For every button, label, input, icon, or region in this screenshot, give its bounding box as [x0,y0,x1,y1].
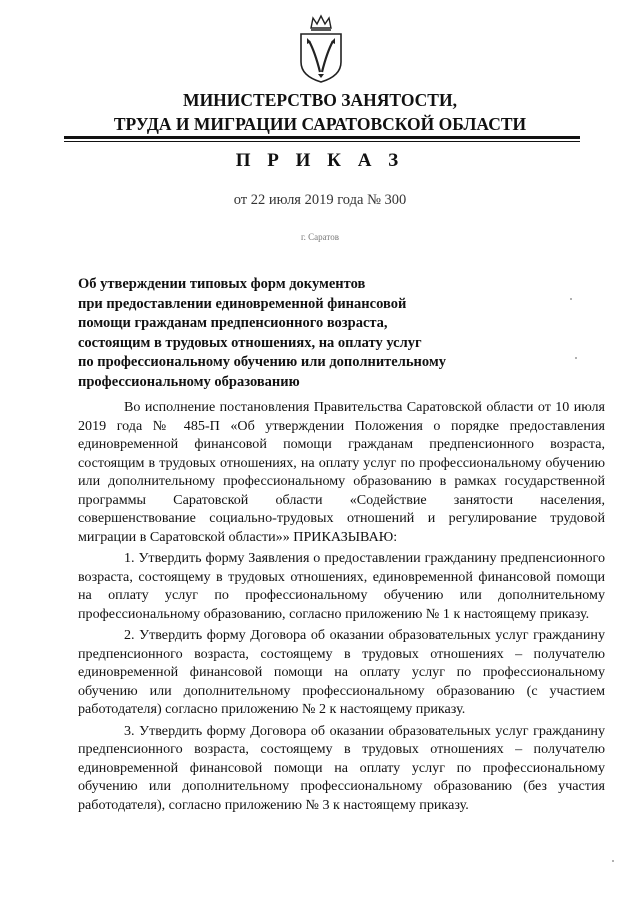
subject-line: помощи гражданам предпенсионного возраста, [78,315,388,331]
header-rule-thin [64,141,580,142]
order-body [78,398,605,817]
order-title: П Р И К А З [235,150,405,171]
subject-line: Об утверждении типовых форм документов [78,276,366,292]
clause-3-paragraph: 3. Утвердить форму Договора об оказании образовательных услуг гражданину предпенсионного возраста, состоящему в трудовых отношениях – получателю единовременной финансовой помощи на оплату услуг по профессиональному обучению или дополнительному профессиональному образованию (без участия работодателя), согласно приложению № 3 к настоящему приказу. [78,722,605,813]
ministry-name [60,88,580,136]
saratov-coat-of-arms-icon [296,14,346,84]
clause-1-paragraph: 1. Утвердить форму Заявления о предоставлении гражданину предпенсионного возраста, состоящему в трудовых отношениях, единовременной финансовой помощи на оплату услуг по профессиональному обучению или дополнительному профессиональному образованию, согласно приложению № 1 к настоящему приказу. [78,550,605,622]
ministry-line-1: МИНИСТЕРСТВО ЗАНЯТОСТИ, [183,90,457,110]
scan-artifact [612,860,614,862]
order-date-number: от 22 июля 2019 года № 300 [233,192,407,208]
header-rule-thick [64,136,580,139]
clause-2-paragraph: 2. Утвердить форму Договора об оказании образовательных услуг гражданину предпенсионного возраста, состоящему в трудовых отношениях – получателю единовременной финансовой помощи на оплату услуг по профессиональному обучению или дополнительному профессиональному образованию (с участием работодателя) согласно приложению № 2 к настоящему приказу. [78,627,605,717]
preamble-paragraph: Во исполнение постановления Правительства Саратовской области от 10 июля 2019 года № 485-П «Об утверждении Положения о порядке предоставления единовременной финансовой помощи гражданам предпенсионного возраста, состоящим в трудовых отношениях, на оплату услуг по профессиональному обучению или дополнительному профессиональному образованию в рамках государственной программы Саратовской области «Содействие занятости населения, совершенствование социально-трудовых отношений и регулирование трудовой миграции в Саратовской области»» ПРИКАЗЫВАЮ: [78,399,605,545]
subject-line: по профессиональному обучению или дополнительному [78,354,446,370]
ministry-line-2: ТРУДА И МИГРАЦИИ САРАТОВСКОЙ ОБЛАСТИ [113,114,527,134]
order-city: г. Саратов [301,232,339,242]
subject-line: при предоставлении единовременной финансовой [78,295,407,312]
subject-line: профессиональному образованию [78,373,300,390]
scan-artifact [575,357,577,359]
order-subject [78,275,518,392]
scan-artifact [570,298,572,300]
subject-line: состоящим в трудовых отношениях, на оплату услуг [78,334,422,351]
